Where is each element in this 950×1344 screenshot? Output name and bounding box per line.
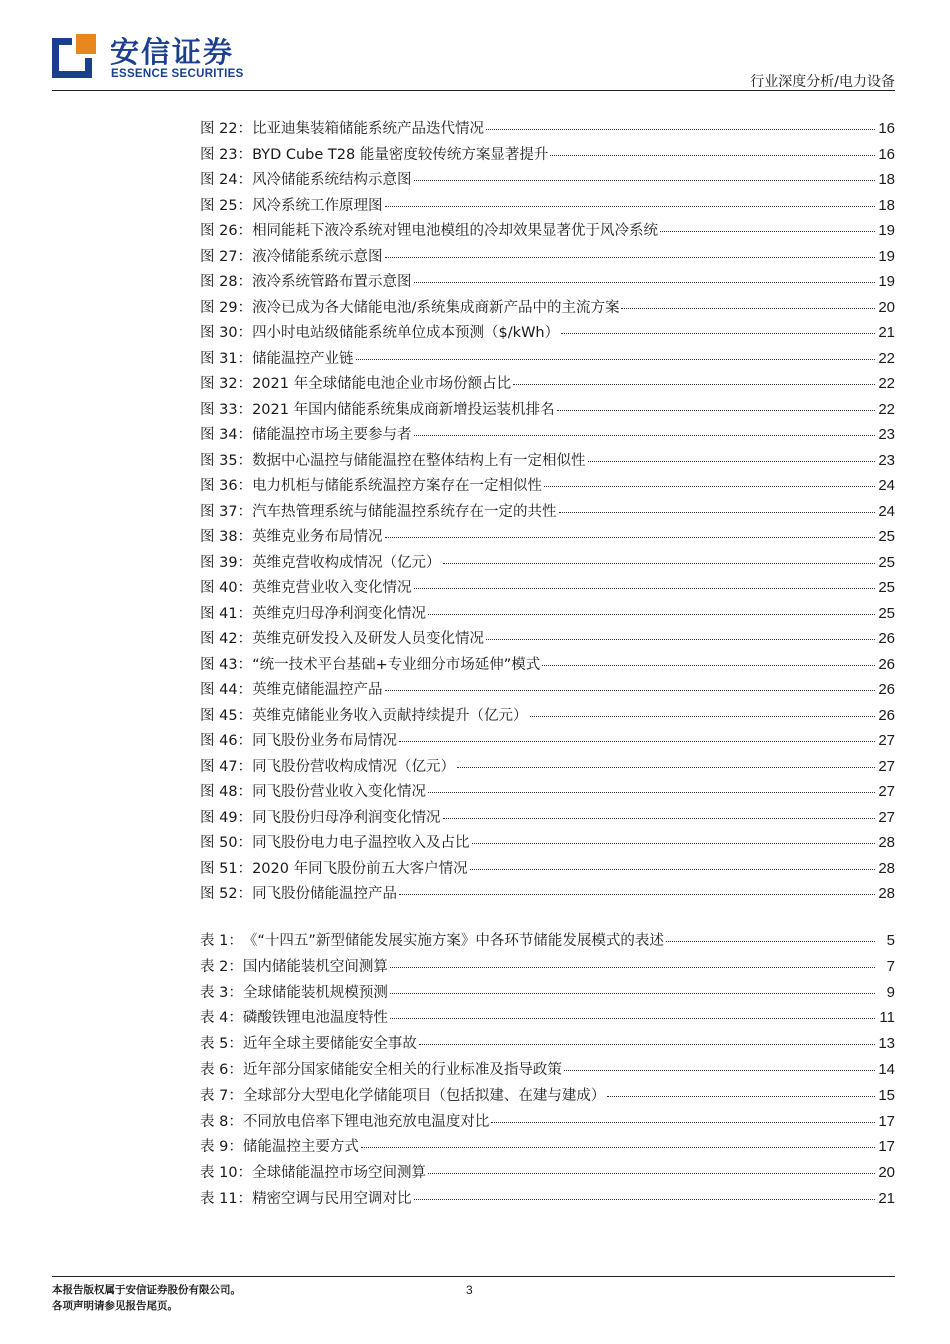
dot-leader	[486, 638, 875, 640]
entry-label: 图 38：	[200, 529, 253, 545]
dot-leader	[414, 281, 875, 283]
dot-leader	[544, 485, 875, 487]
entry-label: 图 47：	[200, 758, 253, 775]
table-index-entry[interactable]	[200, 1084, 895, 1110]
entry-title: 风冷系统工作原理图	[252, 197, 383, 214]
entry-title: 液冷系统管路布置示意图	[252, 274, 412, 290]
figure-index-entry[interactable]	[200, 194, 895, 220]
dot-leader	[443, 817, 875, 819]
figure-index-entry[interactable]	[200, 551, 895, 577]
entry-label: 图 45：	[200, 707, 253, 724]
entry-label: 图 39：	[200, 554, 253, 571]
figure-index-entry[interactable]	[200, 372, 895, 398]
table-index-entry[interactable]	[200, 1187, 895, 1213]
dot-leader	[399, 740, 875, 742]
entry-title: 磷酸铁锂电池温度特性	[242, 1010, 388, 1027]
figure-index-entry[interactable]	[200, 321, 895, 347]
dot-leader	[457, 766, 875, 768]
dot-leader	[385, 256, 875, 258]
entry-label: 图 27：	[200, 248, 253, 265]
entry-label: 表 2：	[200, 958, 243, 975]
entry-label: 图 22：	[200, 121, 253, 137]
table-index-entry[interactable]	[200, 955, 895, 981]
entry-page-number: 16	[878, 120, 895, 137]
entry-page-number: 16	[878, 145, 895, 163]
figure-index-entry[interactable]	[200, 423, 895, 449]
entry-label: 图 24：	[200, 172, 253, 188]
entry-label: 图 50：	[200, 835, 253, 851]
figure-index-entry[interactable]	[200, 398, 895, 424]
entry-page-number: 25	[878, 604, 895, 622]
dot-leader	[399, 893, 875, 895]
page-header	[0, 0, 950, 95]
figure-index-list	[200, 117, 895, 908]
entry-page-number: 19	[878, 273, 895, 290]
entry-page-number: 15	[878, 1086, 895, 1104]
entry-page-number: 26	[878, 706, 895, 724]
figure-index-entry[interactable]	[200, 525, 895, 551]
entry-page-number: 11	[879, 1009, 895, 1027]
entry-page-number: 17	[878, 1112, 895, 1130]
entry-page-number: 22	[878, 349, 895, 367]
table-index-list	[200, 929, 895, 1213]
dot-leader	[559, 511, 875, 513]
figure-index-entry[interactable]	[200, 704, 895, 730]
entry-label: 图 23：	[200, 146, 253, 163]
entry-label: 图 29：	[200, 299, 253, 316]
entry-label: 表 5：	[200, 1036, 243, 1053]
dot-leader	[472, 842, 875, 844]
entry-page-number: 18	[878, 171, 895, 188]
entry-title: 同飞股份营业收入变化情况	[252, 784, 427, 800]
page-number: 3	[466, 1283, 473, 1297]
entry-label: 图 25：	[200, 197, 253, 214]
entry-label: 图 43：	[200, 656, 253, 673]
figure-index-entry[interactable]	[200, 219, 895, 245]
entry-page-number: 18	[878, 196, 895, 214]
entry-title: 同飞股份归母净利润变化情况	[252, 809, 441, 826]
brand-name-cn: 安信证券	[110, 35, 235, 69]
table-index-entry[interactable]	[200, 1161, 895, 1187]
entry-label: 图 42：	[200, 631, 253, 647]
disclaimer-notice: 各项声明请参见报告尾页。	[52, 1300, 178, 1312]
dot-leader	[542, 664, 875, 666]
entry-label: 表 3：	[200, 984, 243, 1001]
entry-title: 精密空调与民用空调对比	[252, 1190, 412, 1207]
entry-label: 图 37：	[200, 503, 253, 520]
entry-page-number: 17	[878, 1138, 895, 1156]
dot-leader	[385, 205, 875, 207]
entry-title: 《“十四五”新型储能发展实施方案》中各环节储能发展模式的表述	[242, 933, 664, 949]
entry-label: 图 26：	[200, 223, 253, 239]
entry-label: 表 7：	[200, 1087, 243, 1104]
entry-title: 液冷已成为各大储能电池/系统集成商新产品中的主流方案	[252, 299, 620, 316]
entry-page-number: 26	[878, 655, 895, 673]
entry-label: 表 9：	[200, 1139, 243, 1156]
entry-page-number: 9	[886, 983, 895, 1001]
dot-leader	[428, 791, 875, 793]
entry-page-number: 25	[878, 528, 895, 545]
entry-page-number: 23	[878, 426, 895, 443]
entry-page-number: 24	[878, 502, 895, 520]
entry-label: 表 4：	[200, 1010, 243, 1027]
dot-leader	[443, 562, 875, 564]
dot-leader	[491, 1121, 875, 1123]
dot-leader	[470, 868, 875, 870]
entry-page-number: 22	[878, 400, 895, 418]
entry-title: 近年全球主要储能安全事故	[242, 1036, 417, 1053]
entry-title: 储能温控产业链	[252, 350, 354, 367]
dot-leader	[428, 1172, 875, 1174]
table-index-entry[interactable]	[200, 1006, 895, 1032]
figure-index-entry[interactable]	[200, 653, 895, 679]
entry-page-number: 23	[878, 451, 895, 469]
entry-title: 四小时电站级储能系统单位成本预测（$/kWh）	[252, 325, 560, 341]
figure-index-entry[interactable]	[200, 678, 895, 704]
entry-title: 同飞股份营收构成情况（亿元）	[252, 758, 456, 775]
brand-name-en: ESSENCE SECURITIES	[111, 68, 244, 80]
entry-label: 图 30：	[200, 325, 253, 341]
figure-index-entry[interactable]	[200, 474, 895, 500]
essence-logo-icon	[52, 32, 98, 78]
entry-title: 英维克储能温控产品	[252, 682, 383, 698]
entry-title: 2020 年同飞股份前五大客户情况	[252, 860, 468, 877]
copyright-notice: 本报告版权属于安信证券股份有限公司。	[52, 1284, 241, 1296]
dot-leader	[621, 307, 875, 309]
entry-title: 全球储能装机规模预测	[242, 984, 388, 1001]
entry-label: 图 31：	[200, 350, 253, 367]
dot-leader	[385, 536, 875, 538]
entry-page-number: 27	[878, 732, 895, 749]
entry-page-number: 14	[878, 1060, 895, 1078]
figure-index-entry[interactable]	[200, 576, 895, 602]
dot-leader	[414, 434, 875, 436]
dot-leader	[561, 332, 875, 334]
footer-notice	[52, 1282, 241, 1314]
dot-leader	[414, 587, 875, 589]
entry-label: 图 48：	[200, 784, 253, 800]
entry-label: 表 8：	[200, 1113, 243, 1130]
table-index-entry[interactable]	[200, 981, 895, 1007]
figure-index-entry[interactable]	[200, 627, 895, 653]
entry-label: 图 46：	[200, 733, 253, 749]
entry-title: 储能温控市场主要参与者	[252, 427, 412, 443]
entry-title: 英维克研发投入及研发人员变化情况	[252, 631, 485, 647]
entry-label: 图 52：	[200, 886, 253, 902]
dot-leader	[385, 689, 875, 691]
dot-leader	[390, 966, 875, 968]
entry-title: 同飞股份储能温控产品	[252, 886, 398, 902]
entry-page-number: 7	[886, 957, 895, 975]
entry-page-number: 25	[878, 553, 895, 571]
figure-index-entry[interactable]	[200, 168, 895, 194]
figure-index-entry[interactable]	[200, 347, 895, 373]
entry-page-number: 19	[878, 247, 895, 265]
entry-title: 液冷储能系统示意图	[252, 248, 383, 265]
entry-label: 表 6：	[200, 1061, 243, 1078]
header-divider	[52, 90, 895, 91]
figure-index-entry[interactable]	[200, 270, 895, 296]
dot-leader	[660, 230, 875, 232]
figure-index-entry[interactable]	[200, 117, 895, 143]
entry-title: 英维克业务布局情况	[252, 529, 383, 545]
table-index-entry[interactable]	[200, 1058, 895, 1084]
entry-label: 图 41：	[200, 605, 253, 622]
dot-leader	[390, 1017, 875, 1019]
entry-label: 表 1：	[200, 933, 243, 949]
dot-leader	[557, 409, 875, 411]
figure-index-entry[interactable]	[200, 296, 895, 322]
entry-title: 近年部分国家储能安全相关的行业标准及指导政策	[242, 1061, 562, 1078]
figure-index-entry[interactable]	[200, 729, 895, 755]
entry-label: 图 34：	[200, 427, 253, 443]
entry-title: 同飞股份业务布局情况	[252, 733, 398, 749]
entry-title: 2021 年全球储能电池企业市场份额占比	[252, 376, 512, 392]
figure-index-entry[interactable]	[200, 245, 895, 271]
dot-leader	[356, 358, 875, 360]
entry-title: 英维克储能业务收入贡献持续提升（亿元）	[252, 707, 528, 724]
dot-leader	[361, 1146, 875, 1148]
entry-label: 图 51：	[200, 860, 253, 877]
footer-divider	[52, 1276, 895, 1277]
entry-page-number: 28	[878, 834, 895, 851]
entry-title: 不同放电倍率下锂电池充放电温度对比	[242, 1113, 490, 1130]
dot-leader	[390, 992, 875, 994]
figure-index-entry[interactable]	[200, 500, 895, 526]
dot-leader	[588, 460, 875, 462]
entry-page-number: 27	[878, 757, 895, 775]
entry-label: 图 40：	[200, 580, 253, 596]
table-index-entry[interactable]	[200, 1032, 895, 1058]
entry-title: 英维克营收构成情况（亿元）	[252, 554, 441, 571]
dot-leader	[607, 1095, 875, 1097]
entry-page-number: 28	[878, 885, 895, 902]
entry-page-number: 20	[878, 298, 895, 316]
entry-page-number: 20	[878, 1164, 895, 1182]
entry-label: 图 28：	[200, 274, 253, 290]
entry-label: 图 32：	[200, 376, 253, 392]
entry-title: 比亚迪集装箱储能系统产品迭代情况	[252, 121, 485, 137]
figure-index-entry[interactable]	[200, 831, 895, 857]
dot-leader	[486, 128, 875, 130]
entry-page-number: 13	[878, 1035, 895, 1053]
entry-title: 汽车热管理系统与储能温控系统存在一定的共性	[252, 503, 557, 520]
report-category: 行业深度分析/电力设备	[750, 74, 895, 90]
entry-title: BYD Cube T28 能量密度较传统方案显著提升	[252, 146, 549, 163]
figure-index-entry[interactable]	[200, 882, 895, 908]
figure-index-entry[interactable]	[200, 602, 895, 628]
dot-leader	[530, 715, 875, 717]
dot-leader	[419, 1043, 875, 1045]
table-index-entry[interactable]	[200, 1110, 895, 1136]
entry-page-number: 25	[878, 579, 895, 596]
entry-title: 国内储能装机空间测算	[242, 958, 388, 975]
entry-page-number: 27	[878, 783, 895, 800]
entry-label: 图 44：	[200, 682, 253, 698]
entry-title: 英维克归母净利润变化情况	[252, 605, 427, 622]
dot-leader	[550, 154, 875, 156]
entry-title: 相同能耗下液冷系统对锂电池模组的冷却效果显著优于风冷系统	[252, 223, 659, 239]
entry-page-number: 27	[878, 808, 895, 826]
figure-index-entry[interactable]	[200, 449, 895, 475]
figure-index-entry[interactable]	[200, 857, 895, 883]
dot-leader	[428, 613, 875, 615]
entry-title: 电力机柜与储能系统温控方案存在一定相似性	[252, 478, 543, 494]
table-index-entry[interactable]	[200, 1135, 895, 1161]
figure-index-entry[interactable]	[200, 755, 895, 781]
entry-page-number: 21	[878, 324, 895, 341]
figure-index-entry[interactable]	[200, 780, 895, 806]
entry-title: 风冷储能系统结构示意图	[252, 172, 412, 188]
entry-title: 英维克营业收入变化情况	[252, 580, 412, 596]
entry-label: 图 36：	[200, 478, 253, 494]
entry-page-number: 21	[878, 1189, 895, 1207]
entry-label: 图 35：	[200, 452, 253, 469]
entry-title: 同飞股份电力电子温控收入及占比	[252, 835, 470, 851]
dot-leader	[513, 383, 875, 385]
entry-title: “统一技术平台基础+专业细分市场延伸”模式	[252, 656, 541, 673]
dot-leader	[414, 1198, 875, 1200]
entry-page-number: 28	[878, 859, 895, 877]
dot-leader	[414, 179, 875, 181]
entry-label: 图 33：	[200, 401, 253, 418]
entry-title: 全球部分大型电化学储能项目（包括拟建、在建与建成）	[242, 1087, 606, 1104]
entry-title: 储能温控主要方式	[242, 1139, 359, 1156]
dot-leader	[666, 940, 875, 942]
figure-index-entry[interactable]	[200, 143, 895, 169]
entry-label: 图 49：	[200, 809, 253, 826]
entry-page-number: 19	[878, 222, 895, 239]
entry-title: 2021 年国内储能系统集成商新增投运装机排名	[252, 401, 555, 418]
entry-page-number: 24	[878, 477, 895, 494]
entry-page-number: 5	[886, 932, 895, 949]
entry-page-number: 26	[878, 630, 895, 647]
entry-page-number: 22	[878, 375, 895, 392]
entry-label: 表 11：	[200, 1190, 253, 1207]
table-index-entry[interactable]	[200, 929, 895, 955]
entry-title: 全球储能温控市场空间测算	[252, 1165, 427, 1182]
entry-title: 数据中心温控与储能温控在整体结构上有一定相似性	[252, 452, 586, 469]
entry-label: 表 10：	[200, 1165, 253, 1182]
figure-index-entry[interactable]	[200, 806, 895, 832]
entry-page-number: 26	[878, 681, 895, 698]
dot-leader	[564, 1069, 875, 1071]
